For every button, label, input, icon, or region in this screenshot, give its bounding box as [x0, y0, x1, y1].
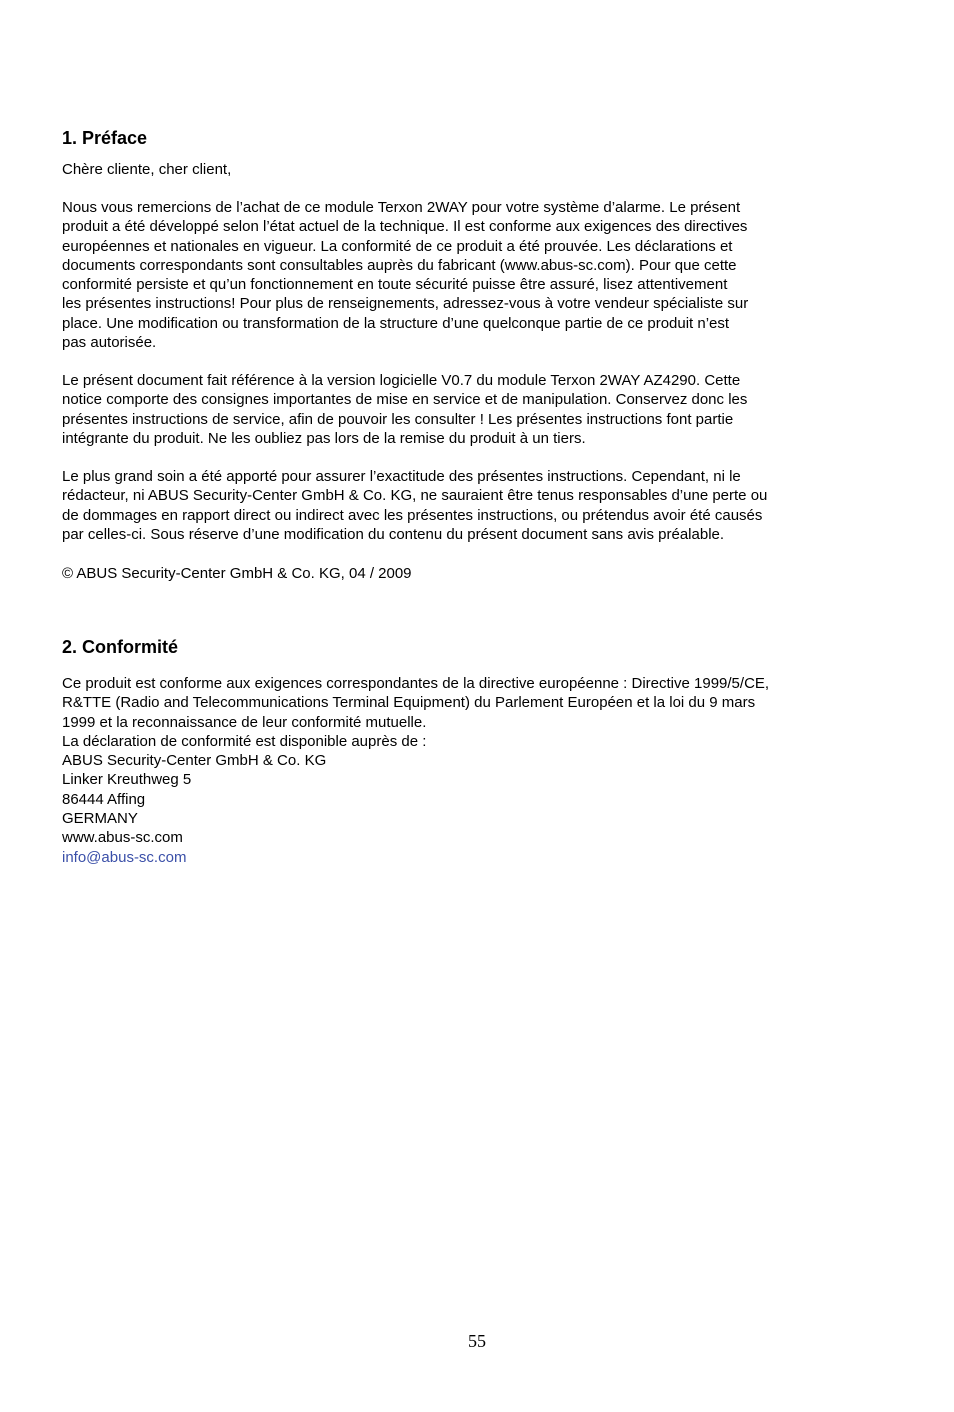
- greeting-text: Chère cliente, cher client,: [62, 161, 232, 178]
- preface-paragraph-3: [62, 467, 767, 544]
- text-line: documents correspondants sont consultables auprès du fabricant (www.abus-sc.com). Pour que cette: [62, 256, 737, 274]
- text-line: Le présent document fait référence à la version logicielle V0.7 du module Terxon 2WAY AZ4290. Cette: [62, 372, 741, 389]
- text-line: La déclaration de conformité est disponible auprès de :: [62, 732, 427, 750]
- text-line: place. Une modification ou transformation de la structure d’une quelconque partie de ce produit n’est: [62, 314, 730, 332]
- text-line: les présentes instructions! Pour plus de renseignements, adressez-vous à votre vendeur spécialiste sur: [62, 295, 749, 313]
- text-line: Le plus grand soin a été apporté pour assurer l’exactitude des présentes instructions. Cependant, ni le: [62, 468, 741, 485]
- text-line: produit a été développé selon l’état actuel de la technique. Il est conforme aux exigences des directives: [62, 218, 748, 236]
- text-line: Nous vous remercions de l’achat de ce module Terxon 2WAY pour votre système d’alarme. Le présent: [62, 199, 741, 216]
- page-number: 55: [468, 1331, 486, 1351]
- preface-paragraph-1: [62, 198, 748, 352]
- text-line: notice comporte des consignes importantes de mise en service et de manipulation. Conservez donc les: [62, 391, 748, 409]
- document-page: [62, 0, 862, 1412]
- address-street: Linker Kreuthweg 5: [62, 771, 192, 789]
- text-line: Ce produit est conforme aux exigences correspondantes de la directive européenne : Directive 1999/5/CE,: [62, 675, 770, 692]
- text-line: 1999 et la reconnaissance de leur conformité mutuelle.: [62, 713, 427, 731]
- address-city: 86444 Affing: [62, 790, 146, 808]
- address-company: ABUS Security-Center GmbH & Co. KG: [62, 752, 327, 770]
- text-line: intégrante du produit. Ne les oubliez pas lors de la remise du produit à un tiers.: [62, 429, 586, 447]
- text-line: européennes et nationales en vigueur. La conformité de ce produit a été prouvée. Les déclarations et: [62, 237, 733, 255]
- conformity-text: [62, 674, 769, 867]
- text-line: pas autorisée.: [62, 334, 157, 352]
- conformity-heading: 2. Conformité: [62, 637, 179, 657]
- text-line: rédacteur, ni ABUS Security-Center GmbH & Co. KG, ne sauraient être tenus responsables d’une perte ou: [62, 487, 768, 505]
- text-line: par celles-ci. Sous réserve d’une modification du contenu du présent document sans avis préalable.: [62, 525, 725, 543]
- text-line: présentes instructions de service, afin de pouvoir les consulter ! Les présentes instructions font partie: [62, 410, 734, 428]
- copyright-text: © ABUS Security-Center GmbH & Co. KG, 04 / 2009: [62, 565, 412, 582]
- preface-paragraph-2: [62, 371, 747, 448]
- text-line: conformité persiste et qu’un fonctionnement en toute sécurité puisse être assuré, lisez attentivement: [62, 276, 728, 294]
- website-text: www.abus-sc.com: [62, 829, 183, 847]
- preface-heading: 1. Préface: [62, 128, 148, 148]
- text-line: R&TTE (Radio and Telecommunications Terminal Equipment) du Parlement Européen et la loi du 9 mars: [62, 694, 756, 712]
- address-country: GERMANY: [62, 810, 138, 828]
- email-link[interactable]: info@abus-sc.com: [62, 848, 187, 866]
- text-line: de dommages en rapport direct ou indirect avec les présentes instructions, ou prétendus avoir été causés: [62, 506, 763, 524]
